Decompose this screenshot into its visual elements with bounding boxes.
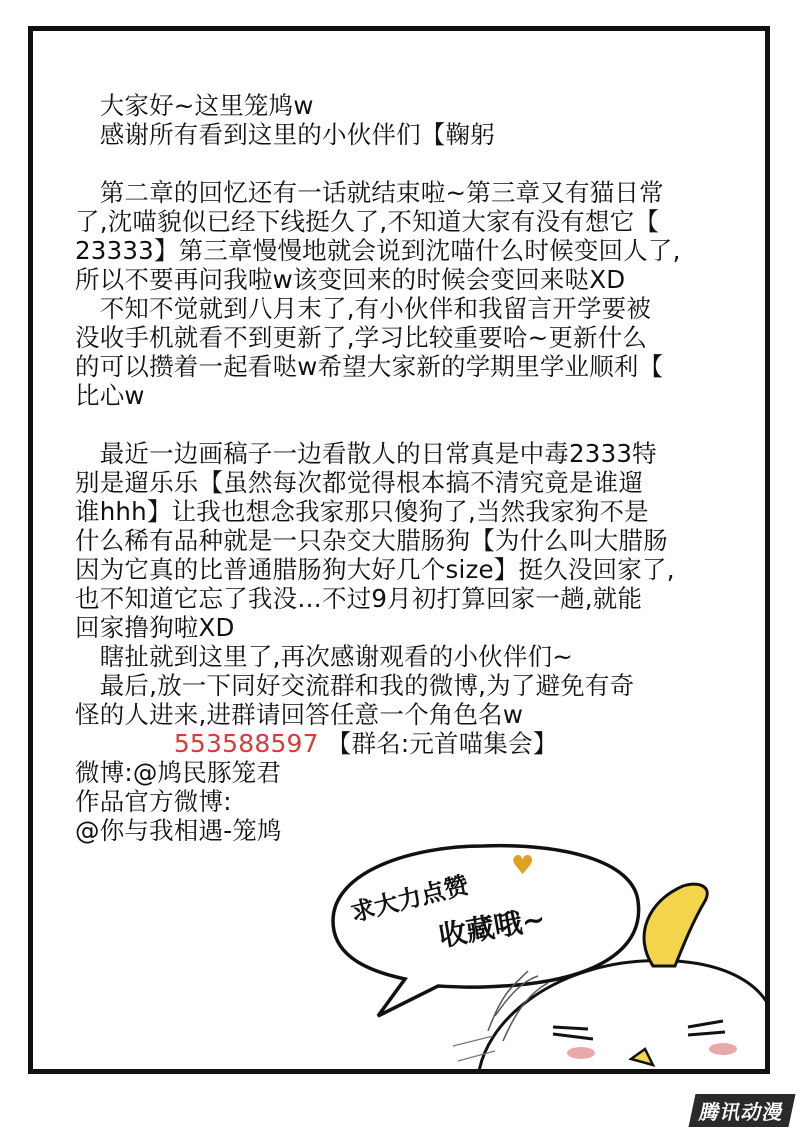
- note-line: 不知不觉就到八月末了,有小伙伴和我留言开学要被: [75, 294, 652, 323]
- note-line: 也不知道它忘了我没…不过9月初打算回家一趟,就能: [75, 584, 643, 613]
- comic-panel: [28, 26, 770, 1074]
- heart-icon: ♥: [511, 851, 535, 881]
- note-line: 别是遛乐乐【虽然每次都觉得根本搞不清究竟是谁遛: [75, 468, 644, 497]
- note-line: 大家好~这里笼鸠w: [75, 91, 314, 120]
- note-line: 什么稀有品种就是一只杂交大腊肠狗【为什么叫大腊肠: [75, 526, 668, 555]
- group-number: 553588597: [173, 729, 319, 758]
- note-line: 回家撸狗啦XD: [75, 613, 235, 642]
- note-line: 的可以攒着一起看哒w希望大家新的学期里学业顺利【: [75, 352, 664, 381]
- bubble-text-1: 求大力点赞: [348, 870, 472, 928]
- note-line: 怪的人进来,进群请回答任意一个角色名w: [75, 700, 524, 729]
- group-name: 【群名:元首喵集会】: [326, 729, 558, 758]
- official-weibo-label: 作品官方微博:: [75, 787, 232, 816]
- note-line: 了,沈喵貌似已经下线挺久了,不知道大家有没有想它【: [75, 207, 660, 236]
- note-line: 感谢所有看到这里的小伙伴们【鞠躬: [75, 120, 495, 149]
- note-line: 谁hhh】让我也想念我家那只傻狗了,当然我家狗不是: [75, 497, 649, 526]
- note-line: 没收手机就看不到更新了,学习比较重要哈~更新什么: [75, 323, 648, 352]
- weibo-line: 微博:@鸠民豚笼君: [75, 758, 282, 787]
- note-line: 比心w: [75, 381, 145, 410]
- official-weibo-handle: @你与我相遇-笼鸠: [75, 816, 282, 845]
- illustration: [33, 31, 770, 1074]
- note-line: 所以不要再问我啦w该变回来的时候会变回来哒XD: [75, 265, 626, 294]
- bubble-text-2: 收藏哦~: [436, 901, 548, 954]
- note-line: 瞎扯就到这里了,再次感谢观看的小伙伴们~: [75, 642, 574, 671]
- note-line: 第二章的回忆还有一话就结束啦~第三章又有猫日常: [75, 178, 664, 207]
- note-line: 最后,放一下同好交流群和我的微博,为了避免有奇: [75, 671, 635, 700]
- note-line: 最近一边画稿子一边看散人的日常真是中毒2333特: [75, 439, 657, 468]
- note-line: 因为它真的比普通腊肠狗大好几个size】挺久没回家了,: [75, 555, 675, 584]
- watermark-logo: 腾讯动漫: [688, 1094, 795, 1127]
- note-line: 23333】第三章慢慢地就会说到沈喵什么时候变回人了,: [75, 236, 681, 265]
